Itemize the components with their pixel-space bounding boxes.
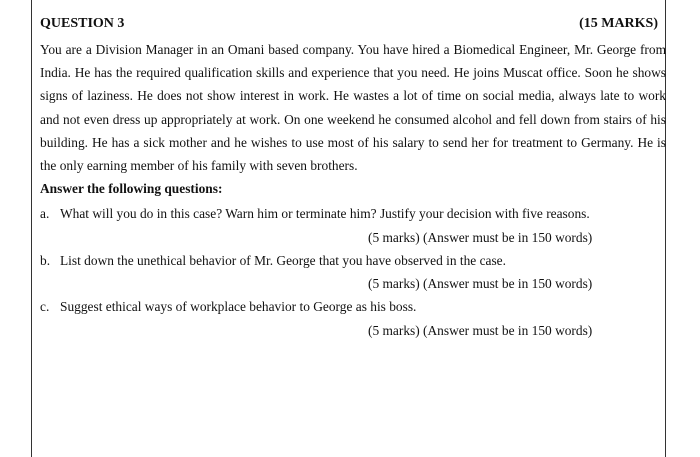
- question-header: [40, 16, 658, 36]
- question-total-marks: (15 MARKS): [579, 16, 658, 31]
- item-letter: a.: [40, 206, 50, 221]
- item-b-marks: (5 marks) (Answer must be in 150 words): [368, 276, 593, 291]
- question-item-a: [40, 206, 590, 222]
- item-letter: c.: [40, 299, 50, 314]
- item-text: What will you do in this case? Warn him or terminate him? Justify your decision with five reasons.: [60, 206, 590, 221]
- question-item-b: [40, 253, 506, 269]
- question-item-c: [40, 299, 416, 315]
- item-c-marks: (5 marks) (Answer must be in 150 words): [368, 323, 593, 338]
- item-text: Suggest ethical ways of workplace behavior to George as his boss.: [60, 299, 417, 314]
- item-letter: b.: [40, 253, 51, 268]
- instructions-heading: Answer the following questions:: [40, 181, 223, 196]
- item-text: List down the unethical behavior of Mr. George that you have observed in the case.: [60, 253, 506, 268]
- scenario-paragraph: You are a Division Manager in an Omani based company. You have hired a Biomedical Engineer, Mr. George from India. He has the required qualification skills and experience that you need. He joins Muscat office. Soon he shows signs of laziness. He does not show interest in work. He wastes a lot of time on social media, always late to work and not even dress up appropriately at work. On one weekend he consumed alcohol and fell down from stairs of his building. He has a sick mother and he wishes to use most of his salary to send her for treatment to Germany. He is the only earning member of his family with seven brothers.: [40, 42, 666, 174]
- item-a-marks: (5 marks) (Answer must be in 150 words): [368, 230, 593, 245]
- question-title: QUESTION 3: [40, 16, 125, 31]
